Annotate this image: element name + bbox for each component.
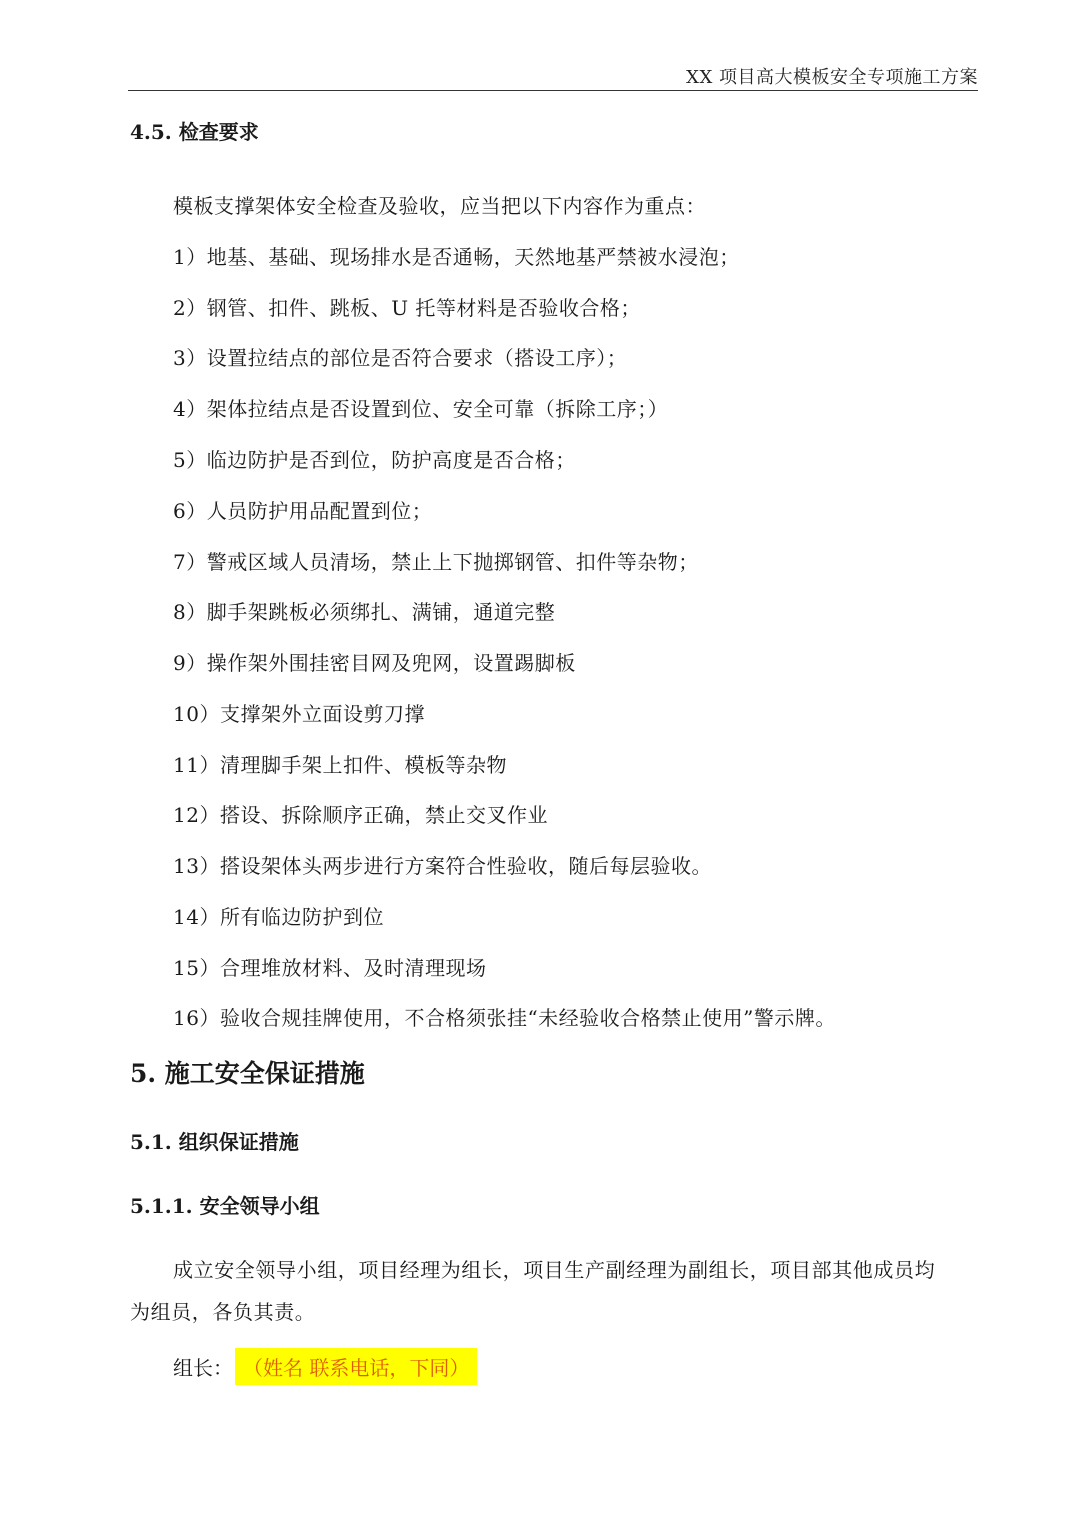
list-item: 1）地基、基础、现场排水是否通畅，天然地基严禁被水浸泡； — [173, 245, 740, 269]
leader-placeholder-highlight: （姓名 联系电话，下同） — [235, 1348, 477, 1385]
list-item: 11）清理脚手架上扣件、模板等杂物 — [173, 753, 507, 777]
section-5-1-heading: 5.1. 组织保证措施 — [130, 1130, 299, 1154]
list-item: 13）搭设架体头两步进行方案符合性验收，随后每层验收。 — [173, 854, 712, 878]
leader-line — [173, 1348, 477, 1385]
running-header-title: XX 项目高大模板安全专项施工方案 — [686, 67, 978, 88]
list-item: 14）所有临边防护到位 — [173, 905, 384, 929]
list-item: 4）架体拉结点是否设置到位、安全可靠（拆除工序；） — [173, 397, 669, 421]
list-item: 8）脚手架跳板必须绑扎、满铺，通道完整 — [173, 600, 556, 624]
section-5-1-1-paragraph-line1: 成立安全领导小组，项目经理为组长，项目生产副经理为副组长，项目部其他成员均 — [173, 1258, 936, 1282]
list-item: 3）设置拉结点的部位是否符合要求（搭设工序）； — [173, 346, 628, 370]
section-5-1-1-paragraph-line2: 为组员，各负其责。 — [130, 1300, 316, 1324]
section-4-5-intro: 模板支撑架体安全检查及验收，应当把以下内容作为重点： — [173, 194, 706, 218]
list-item: 9）操作架外围挂密目网及兜网，设置踢脚板 — [173, 651, 576, 675]
list-item: 2）钢管、扣件、跳板、U 托等材料是否验收合格； — [173, 296, 641, 320]
list-item: 10）支撑架外立面设剪刀撑 — [173, 702, 425, 726]
list-item: 12）搭设、拆除顺序正确，禁止交叉作业 — [173, 803, 548, 827]
list-item: 6）人员防护用品配置到位； — [173, 499, 433, 523]
section-4-5-heading: 4.5. 检查要求 — [130, 120, 259, 144]
list-item: 7）警戒区域人员清场，禁止上下抛掷钢管、扣件等杂物； — [173, 550, 699, 574]
leader-label: 组长： — [173, 1356, 233, 1380]
list-item: 16）验收合规挂牌使用，不合格须张挂“未经验收合格禁止使用”警示牌。 — [173, 1006, 836, 1030]
section-5-heading: 5. 施工安全保证措施 — [130, 1059, 365, 1088]
header-divider — [128, 90, 978, 91]
list-item: 5）临边防护是否到位，防护高度是否合格； — [173, 448, 576, 472]
section-5-1-1-heading: 5.1.1. 安全领导小组 — [130, 1194, 320, 1218]
list-item: 15）合理堆放材料、及时清理现场 — [173, 956, 487, 980]
